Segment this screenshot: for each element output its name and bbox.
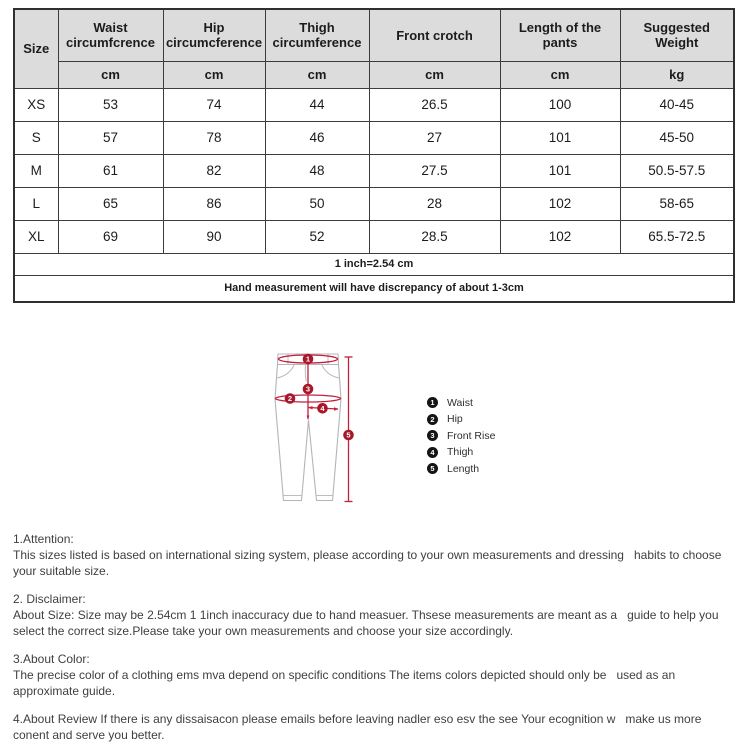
table-cell: 90 <box>163 220 265 253</box>
table-unit-row <box>14 61 734 88</box>
column-header-thigh: Thigh circumference <box>265 9 369 61</box>
table-row-xs <box>14 88 734 121</box>
pants-measurement-diagram <box>250 345 370 515</box>
table-cell: 101 <box>500 121 620 154</box>
table-cell: 27.5 <box>369 154 500 187</box>
table-row-xl <box>14 220 734 253</box>
table-cell: 102 <box>500 220 620 253</box>
column-header-hip: Hip circumcference <box>163 9 265 61</box>
table-cell: 46 <box>265 121 369 154</box>
badge-hip <box>285 393 296 404</box>
table-cell: 78 <box>163 121 265 154</box>
table-cell: 57 <box>58 121 163 154</box>
table-cell: 102 <box>500 187 620 220</box>
badge-thigh <box>317 403 328 414</box>
note-body: The precise color of a clothing ems mva depend on specific conditions The items colors depicted should only be used as an approximate guide. <box>13 668 679 698</box>
legend-item-hip: 2 Hip <box>427 414 495 425</box>
table-cell: 28.5 <box>369 220 500 253</box>
legend-item-waist: 1 Waist <box>427 397 495 408</box>
table-cell: 53 <box>58 88 163 121</box>
table-cell: 44 <box>265 88 369 121</box>
table-cell: 61 <box>58 154 163 187</box>
table-cell: 52 <box>265 220 369 253</box>
column-header-waist: Waist circumfcrence <box>58 9 163 61</box>
unit-cell: cm <box>163 61 265 88</box>
table-cell: 65 <box>58 187 163 220</box>
table-row-l <box>14 187 734 220</box>
legend-badge-1: 1 <box>427 397 438 408</box>
table-cell: 45-50 <box>620 121 734 154</box>
badge-front-rise <box>303 384 314 395</box>
svg-text:3: 3 <box>305 384 311 394</box>
svg-text:5: 5 <box>346 430 351 440</box>
table-cell: 28 <box>369 187 500 220</box>
unit-cell: cm <box>58 61 163 88</box>
badge-length <box>343 430 354 441</box>
table-cell: 48 <box>265 154 369 187</box>
table-cell: 26.5 <box>369 88 500 121</box>
unit-cell: kg <box>620 61 734 88</box>
footnote-hand-measurement: Hand measurement will have discrepancy of about 1-3cm <box>14 275 734 302</box>
note-heading: 2. Disclaimer: <box>13 592 86 606</box>
size-table <box>13 8 735 303</box>
thigh-arrow-left <box>308 406 313 409</box>
legend-badge-4: 4 <box>427 447 438 458</box>
svg-text:2: 2 <box>287 394 293 404</box>
measurement-legend <box>427 397 495 480</box>
size-label: XL <box>14 220 58 253</box>
footnote-inch-conversion: 1 inch=2.54 cm <box>14 253 734 275</box>
column-header-weight: Suggested Weight <box>620 9 734 61</box>
svg-text:4: 4 <box>320 404 325 413</box>
front-rise-arrow-bottom <box>307 416 310 420</box>
size-label: XS <box>14 88 58 121</box>
note-heading: 3.About Color: <box>13 652 90 666</box>
unit-cell: cm <box>265 61 369 88</box>
legend-item-length: 5 Length <box>427 463 495 474</box>
unit-cell: cm <box>369 61 500 88</box>
table-cell: 65.5-72.5 <box>620 220 734 253</box>
thigh-arrow-right <box>334 407 339 411</box>
table-cell: 101 <box>500 154 620 187</box>
table-cell: 100 <box>500 88 620 121</box>
table-cell: 82 <box>163 154 265 187</box>
note-body: About Size: Size may be 2.54cm 1 1inch inaccuracy due to hand measuer. Thsese measurements are meant as a guide to help you select the correct size.Please take your own measurements and choose your size accordingly. <box>13 608 722 638</box>
column-header-front-crotch: Front crotch <box>369 9 500 61</box>
table-footnote-row <box>14 275 734 302</box>
legend-badge-3: 3 <box>427 430 438 441</box>
note-body: 4.About Review If there is any dissaisacon please emails before leaving nadler eso esv the see Your ecognition w make us more conent and serve you better. <box>13 712 705 742</box>
table-row-s <box>14 121 734 154</box>
size-label: L <box>14 187 58 220</box>
svg-text:1: 1 <box>305 354 311 364</box>
note-about-review <box>13 711 739 743</box>
note-disclaimer <box>13 591 739 639</box>
table-cell: 58-65 <box>620 187 734 220</box>
note-about-color <box>13 651 739 699</box>
table-cell: 27 <box>369 121 500 154</box>
note-body: This sizes listed is based on international sizing system, please according to your own measurements and dressing habits to choose your suitable size. <box>13 548 725 578</box>
table-cell: 50.5-57.5 <box>620 154 734 187</box>
table-cell: 50 <box>265 187 369 220</box>
column-header-length: Length of the pants <box>500 9 620 61</box>
table-cell: 86 <box>163 187 265 220</box>
note-heading: 1.Attention: <box>13 532 74 546</box>
table-cell: 69 <box>58 220 163 253</box>
legend-badge-5: 5 <box>427 463 438 474</box>
size-table-section <box>13 8 737 303</box>
table-cell: 40-45 <box>620 88 734 121</box>
badge-waist <box>303 354 314 365</box>
table-header-row <box>14 9 734 61</box>
pants-left-pocket <box>277 365 295 378</box>
note-attention <box>13 531 739 579</box>
pants-fly <box>305 365 306 382</box>
size-label: S <box>14 121 58 154</box>
table-footnote-row <box>14 253 734 275</box>
pants-right-pocket <box>322 365 340 378</box>
table-row-m <box>14 154 734 187</box>
size-label: M <box>14 154 58 187</box>
legend-badge-2: 2 <box>427 414 438 425</box>
legend-item-front-rise: 3 Front Rise <box>427 430 495 441</box>
unit-cell: cm <box>500 61 620 88</box>
table-cell: 74 <box>163 88 265 121</box>
column-header-size: Size <box>14 9 58 88</box>
notes-section <box>13 531 739 750</box>
legend-item-thigh: 4 Thigh <box>427 447 495 458</box>
